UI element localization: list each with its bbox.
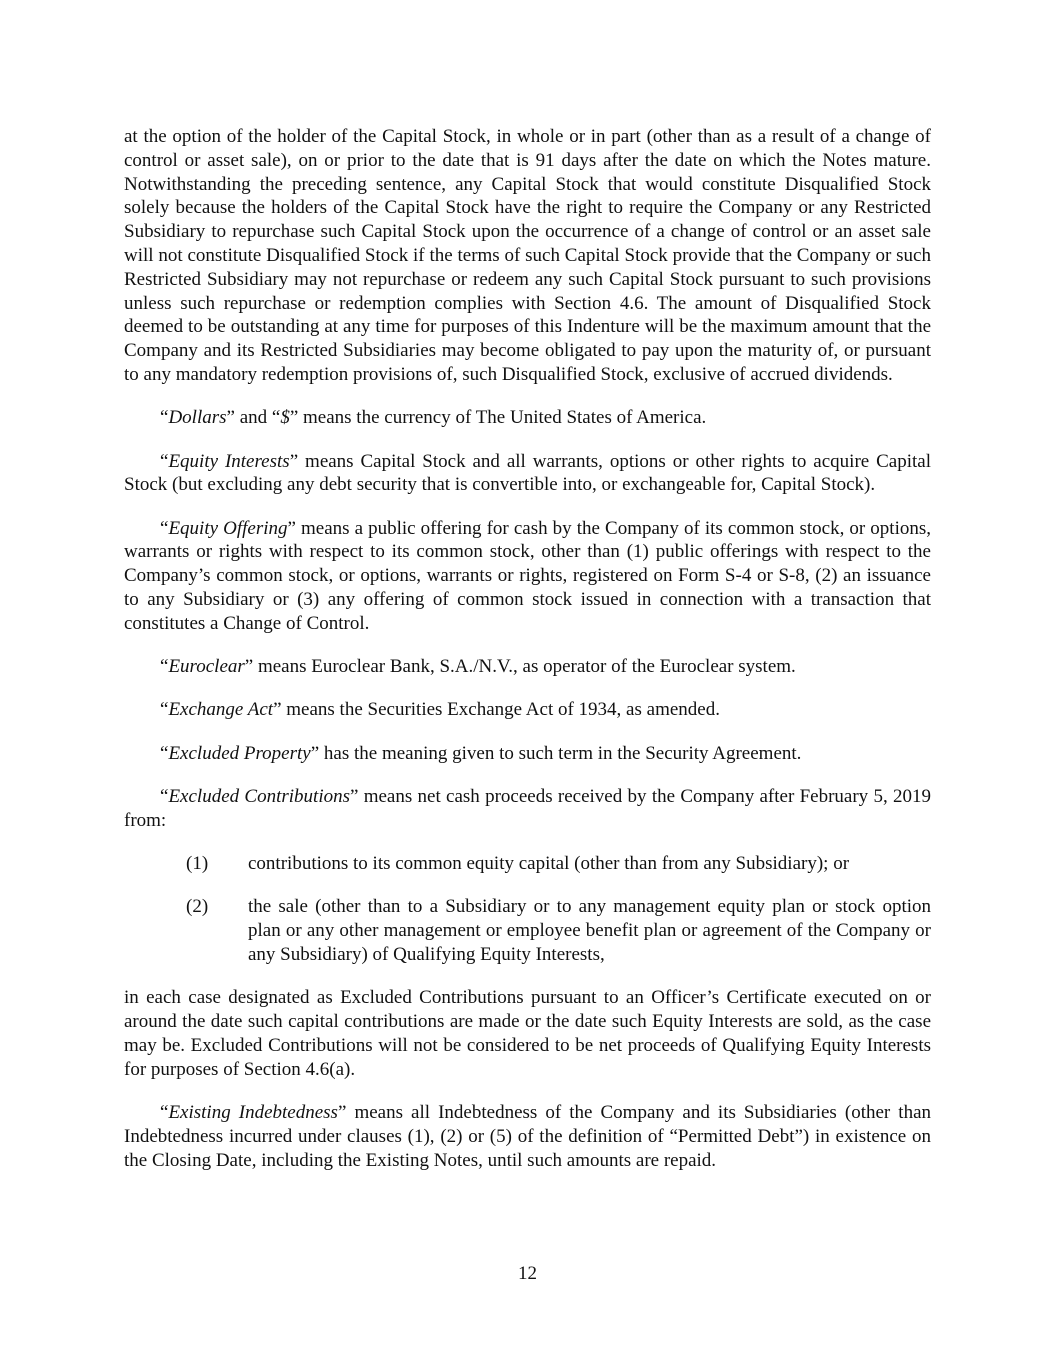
defined-term: $ [280,407,290,429]
paragraph-excluded-contributions-tail: in each case designated as Excluded Contributions pursuant to an Officer’s Certificate executed on or around the date such capital contributions are made or the date such Equity Interests are sold, as the case may be. Excluded Contributions will not be considered to be net proceeds of Qualifying Equity Interests for purposes of Section 4.6(a). [124,987,931,1080]
definition-euroclear: “Euroclear” means Euroclear Bank, S.A./N.V., as operator of the Euroclear system. [160,656,796,678]
definition-excluded-property: “Excluded Property” has the meaning given to such term in the Security Agreement. [160,742,802,764]
defined-term: Equity Offering [168,517,288,539]
definition-excluded-contributions: “Excluded Contributions” means net cash proceeds received by the Company after February 5, 2019 from: [124,786,931,831]
page-number: 12 [518,1263,537,1284]
defined-term: Equity Interests [168,450,290,472]
defined-term: Excluded Contributions [168,786,350,808]
defined-term: Exchange Act [168,699,274,721]
document-page [124,125,931,1192]
list-item-number: (1) [186,853,209,875]
definition-exchange-act: “Exchange Act” means the Securities Exchange Act of 1934, as amended. [160,699,720,721]
definition-equity-offering: “Equity Offering” means a public offering for cash by the Company of its common stock, or options, warrants or rights with respect to its common stock, other than (1) public offerings with respect to the Company’s common stock, or options, warrants or rights, registered on Form S-4 or S-8, (2) an issuance to any Subsidiary or (3) any offering of common stock issued in connection with a transaction that constitutes a Change of Control. [124,517,931,634]
list-item-text: the sale (other than to a Subsidiary or to any management equity plan or stock option plan or any other management or employee benefit plan or agreement of the Company or any Subsidiary) of Qualifying Equity Interests, [248,896,931,966]
paragraph-disqualified-stock-continued: at the option of the holder of the Capital Stock, in whole or in part (other than as a result of a change of control or asset sale), on or prior to the date that is 91 days after the date on which the Notes mature. Notwithstanding the preceding sentence, any Capital Stock that would constitute Disqualified Stock solely because the holders of the Capital Stock have the right to require the Company or any Restricted Subsidiary to repurchase such Capital Stock upon the occurrence of a change of control or an asset sale will not constitute Disqualified Stock if the terms of such Capital Stock provide that the Company or such Restricted Subsidiary may not repurchase or redeem any such Capital Stock pursuant to such provisions unless such repurchase or redemption complies with Section 4.6. The amount of Disqualified Stock deemed to be outstanding at any time for purposes of this Indenture will be the maximum amount that the Company and its Restricted Subsidiaries may become obligated to pay upon the maturity of, or pursuant to any mandatory redemption provisions of, such Disqualified Stock, exclusive of accrued dividends. [124,126,931,385]
defined-term: Excluded Property [168,742,311,764]
list-item [124,852,931,876]
definition-dollars: “Dollars” and “$” means the currency of The United States of America. [160,407,707,429]
defined-term: Dollars [168,407,227,429]
defined-term: Existing Indebtedness [168,1102,338,1123]
list-item-number: (2) [186,896,209,918]
defined-term: Euroclear [168,656,245,678]
definition-existing-indebtedness: “Existing Indebtedness” means all Indebtedness of the Company and its Subsidiaries (other than Indebtedness incurred under clauses (1), (2) or (5) of the definition of “Permitted Debt”) in existence on the Closing Date, including the Existing Notes, until such amounts are repaid. [124,1102,931,1171]
list-item [124,895,931,966]
definition-equity-interests: “Equity Interests” means Capital Stock and all warrants, options or other rights to acquire Capital Stock (but excluding any debt security that is convertible into, or exchangeable for, Capital Stock). [124,450,931,496]
list-item-text: contributions to its common equity capital (other than from any Subsidiary); or [248,853,850,875]
